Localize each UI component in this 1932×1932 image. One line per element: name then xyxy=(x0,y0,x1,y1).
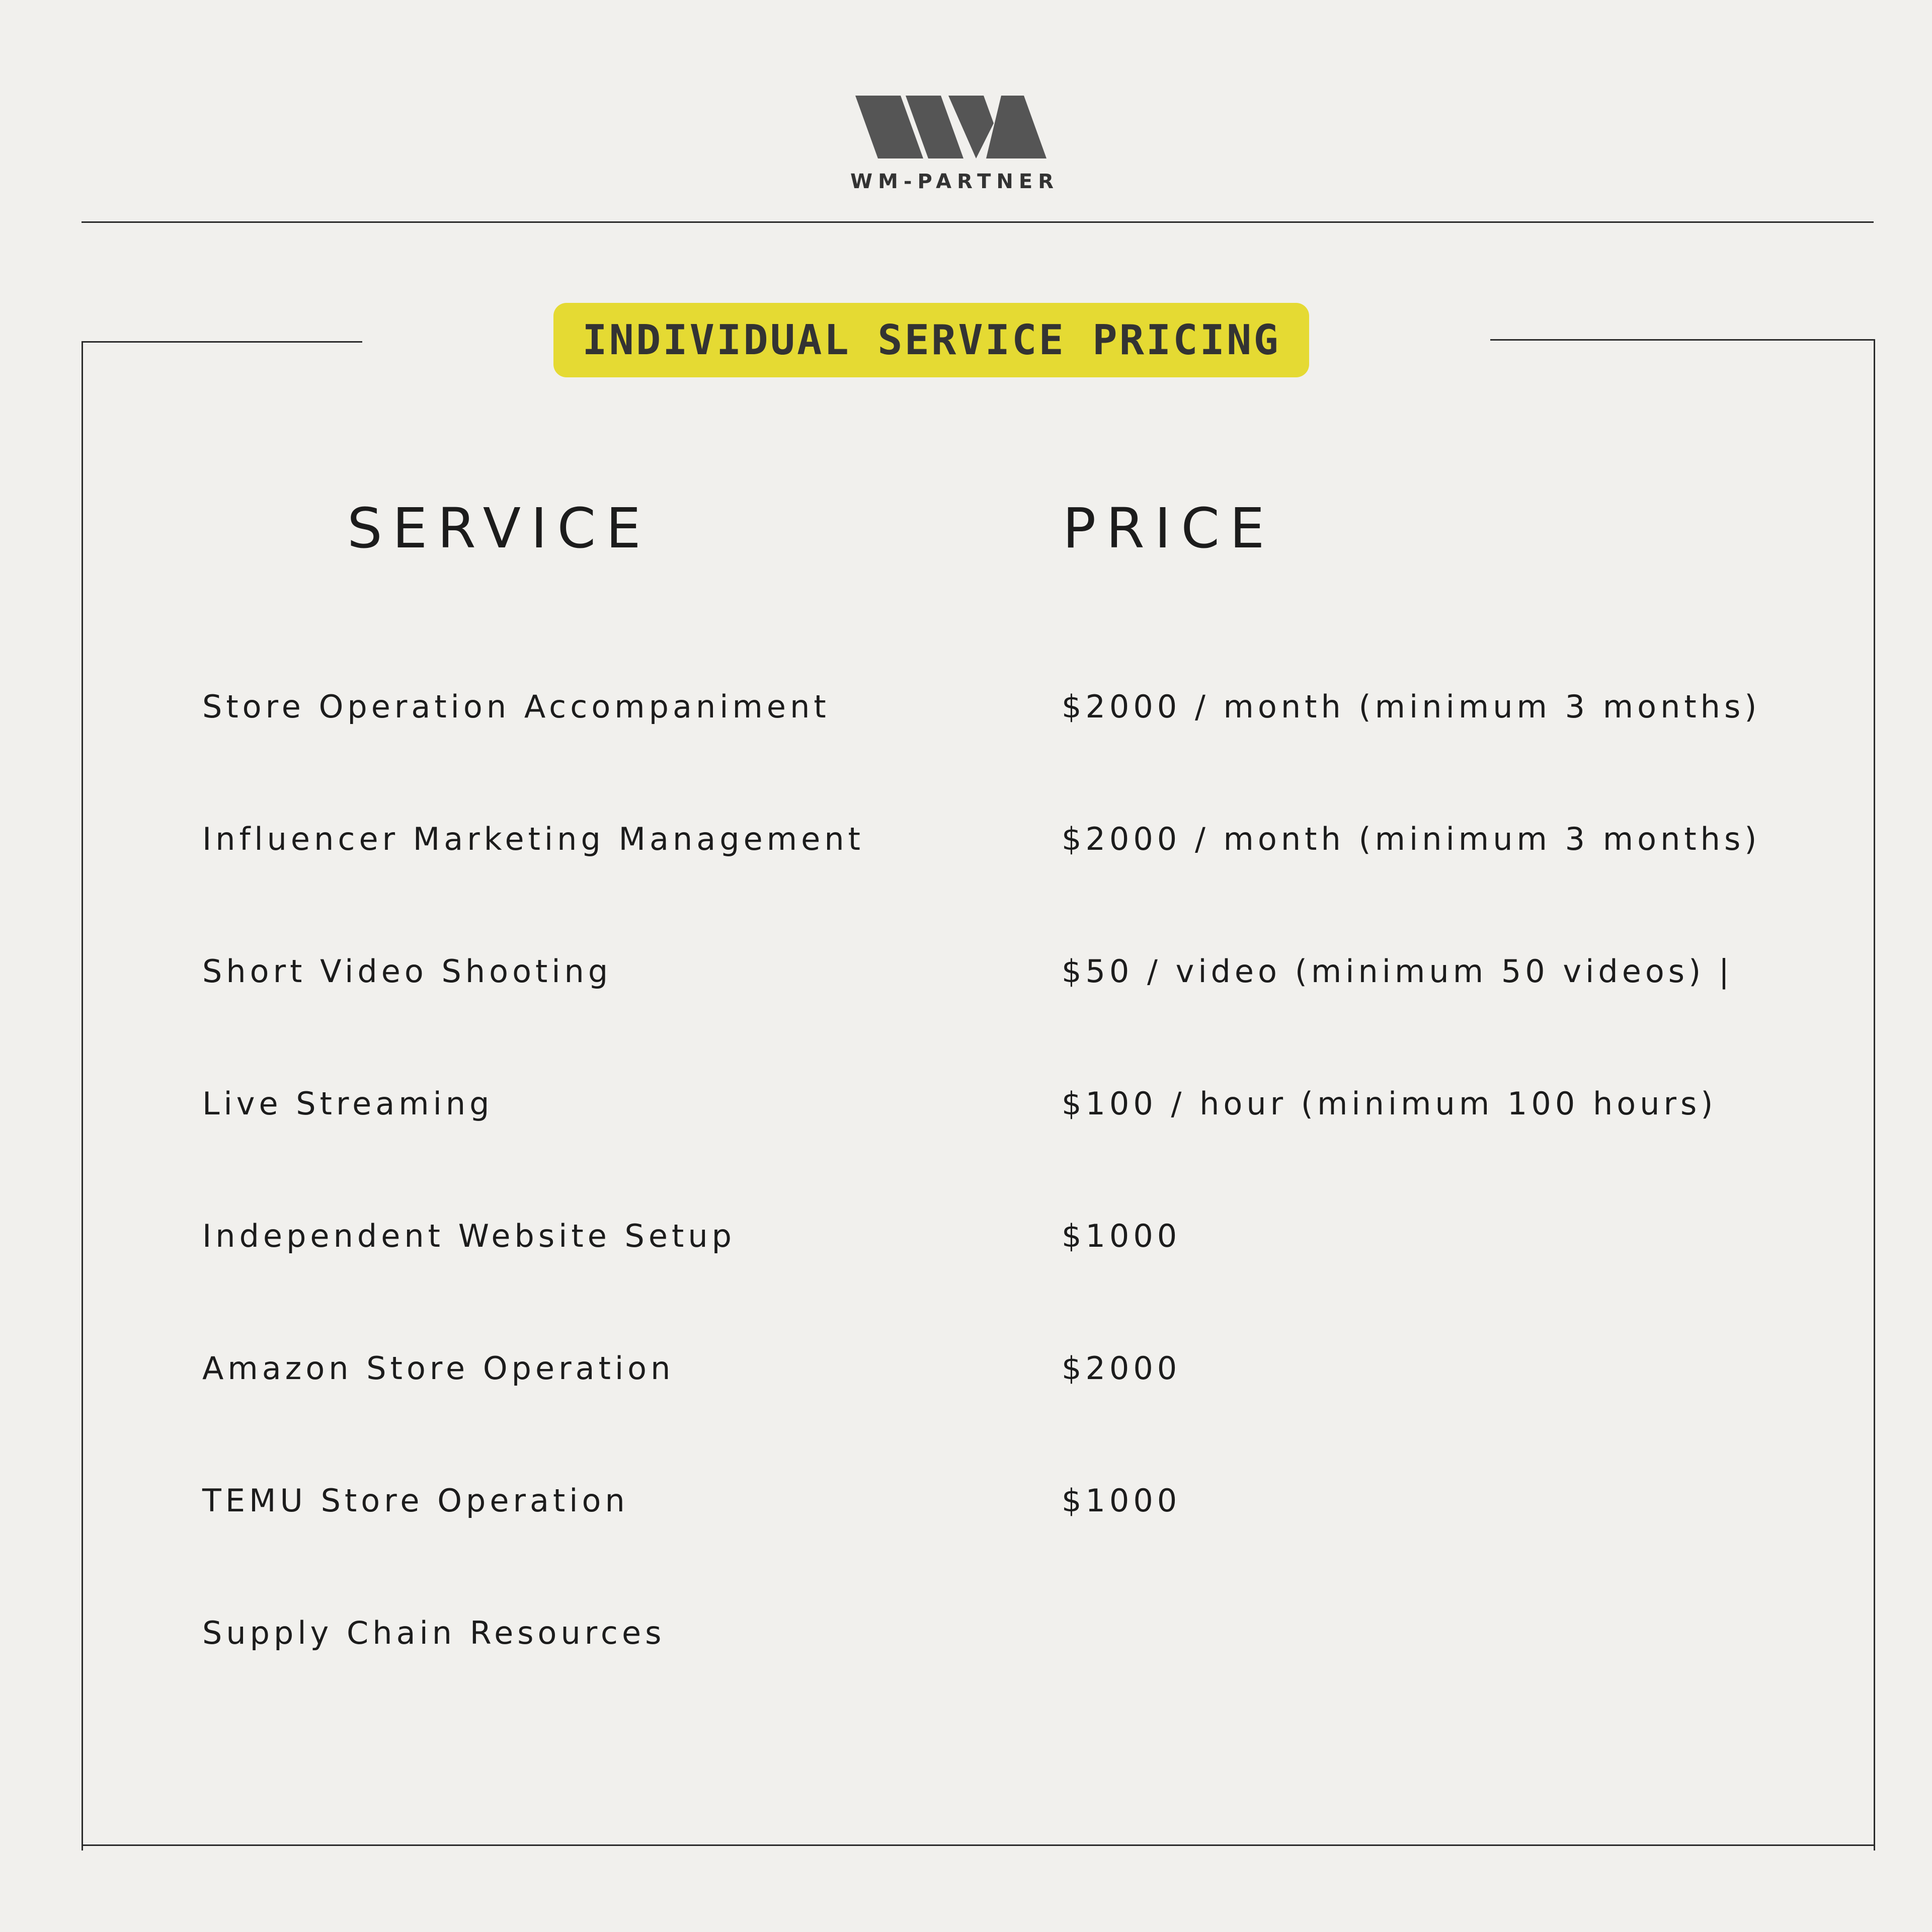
brand-name: WM-PARTNER xyxy=(850,170,1060,193)
service-name: Amazon Store Operation xyxy=(202,1350,675,1387)
service-column-header: SERVICE xyxy=(347,496,651,560)
service-price: $1000 xyxy=(1062,1482,1181,1519)
service-price: $1000 xyxy=(1062,1218,1181,1254)
price-column-header: PRICE xyxy=(1063,496,1275,560)
frame-bottom-line xyxy=(82,1844,1875,1846)
service-name: Short Video Shooting xyxy=(202,953,612,990)
table-row xyxy=(0,1343,1932,1394)
table-row xyxy=(0,1079,1932,1129)
table-row xyxy=(0,1211,1932,1261)
table-row xyxy=(0,814,1932,864)
service-price: $50 / video (minimum 50 videos) | xyxy=(1062,953,1733,990)
frame-top-left-line xyxy=(82,341,362,343)
table-row xyxy=(0,1608,1932,1658)
table-row xyxy=(0,1476,1932,1526)
service-name: Store Operation Accompaniment xyxy=(202,688,830,725)
table-row xyxy=(0,946,1932,997)
service-name: Supply Chain Resources xyxy=(202,1615,666,1651)
header-divider xyxy=(82,221,1874,223)
service-name: Independent Website Setup xyxy=(202,1218,736,1254)
service-name: TEMU Store Operation xyxy=(202,1482,629,1519)
wm-logo-icon xyxy=(855,93,1057,161)
page-title: INDIVIDUAL SERVICE PRICING xyxy=(582,316,1280,364)
service-price: $2000 xyxy=(1062,1350,1181,1387)
service-price: $2000 / month (minimum 3 months) xyxy=(1062,821,1761,857)
service-name: Live Streaming xyxy=(202,1085,494,1122)
frame-top-right-line xyxy=(1490,339,1875,341)
title-badge xyxy=(553,303,1309,377)
service-name: Influencer Marketing Management xyxy=(202,821,864,857)
service-price: $100 / hour (minimum 100 hours) xyxy=(1062,1085,1717,1122)
table-row xyxy=(0,682,1932,732)
service-price: $2000 / month (minimum 3 months) xyxy=(1062,688,1761,725)
